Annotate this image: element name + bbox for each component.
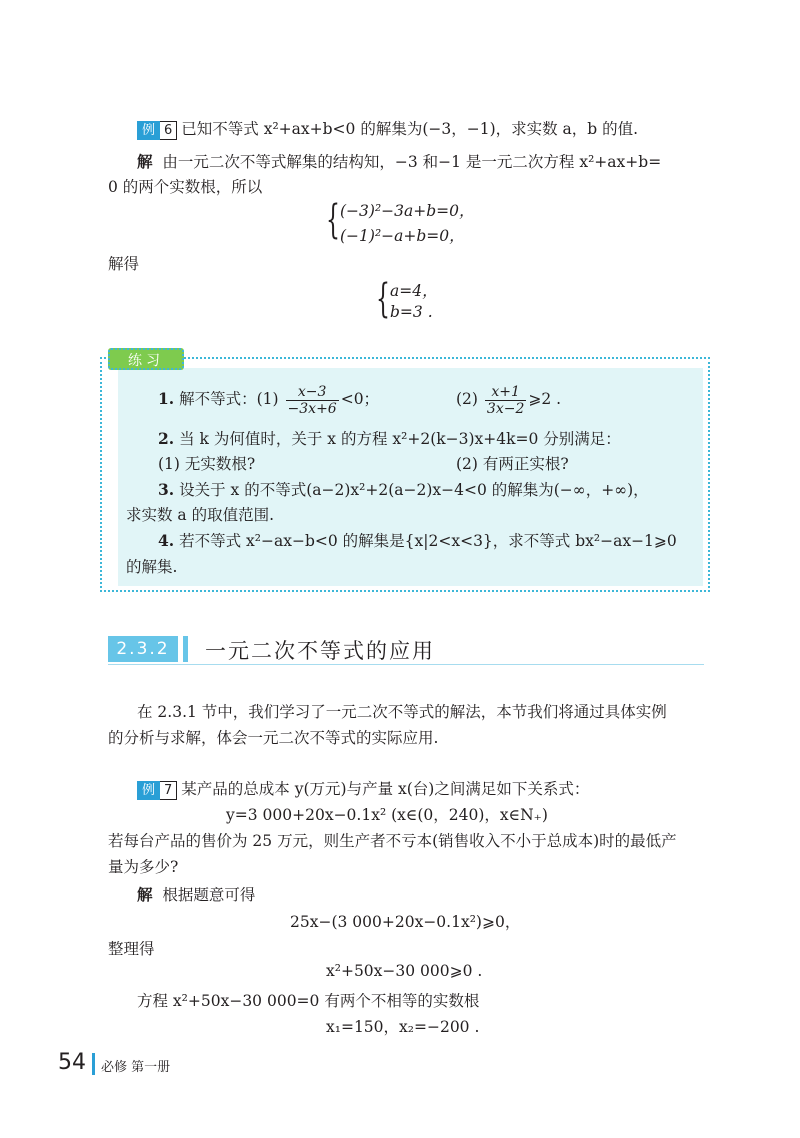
q1-fraction1-numerator: x−3	[286, 384, 339, 401]
page-number: 54	[58, 1050, 86, 1075]
system1-brace: {	[326, 197, 340, 243]
inequality2: x²+50x−30 000⩾0 .	[326, 962, 483, 980]
system2-eq1: a=4，	[390, 282, 438, 300]
q1-label: 1.	[158, 389, 175, 408]
example-number: 7	[160, 781, 177, 800]
q4-label: 4.	[158, 531, 175, 550]
q2-text: 当 k 为何值时，关于 x 的方程 x²+2(k−3)x+4k=0 分别满足：	[179, 430, 621, 448]
q1-fraction2-numerator: x+1	[485, 384, 526, 401]
example7-line4: 量为多少?	[108, 858, 179, 876]
roots: x₁=150，x₂=−200 .	[326, 1018, 480, 1036]
practice-q1	[158, 382, 379, 417]
practice-q3	[158, 478, 649, 500]
q2-option2: (2) 有两正实根?	[456, 455, 569, 473]
q2-option1: (1) 无实数根?	[158, 455, 256, 473]
example7-line3: 若每台产品的售价为 25 万元，则生产者不亏本(销售收入不小于总成本)时的最低产	[108, 832, 677, 850]
section-underline	[108, 664, 704, 665]
q1-part1-tail: <0；	[340, 390, 380, 408]
example6-solution-line2: 0 的两个实数根，所以	[108, 178, 263, 196]
practice-q4	[158, 529, 677, 551]
solution-label: 解	[137, 152, 153, 171]
solution-label: 解	[137, 885, 153, 904]
example7-solution	[137, 883, 255, 905]
example7-formula: y=3 000+20x−0.1x² (x∈(0，240)，x∈N₊)	[226, 806, 548, 824]
example6-solution-line1	[137, 150, 661, 172]
q2-label: 2.	[158, 429, 175, 448]
example7-question: 某产品的总成本 y(万元)与产量 x(台)之间满足如下关系式：	[181, 780, 590, 798]
system2-eq2: b=3 .	[390, 303, 433, 321]
equation-text: 方程 x²+50x−30 000=0 有两个不相等的实数根	[137, 992, 480, 1010]
example-tag: 例	[137, 121, 160, 140]
example6-question: 已知不等式 x²+ax+b<0 的解集为(−3，−1)，求实数 a，b 的值.	[181, 120, 639, 138]
practice-q2	[158, 427, 621, 449]
section-number: 2.3.2	[108, 636, 178, 662]
q1-part2-tail: ⩾2 .	[528, 390, 562, 408]
simplify-text: 整理得	[108, 940, 155, 958]
practice-title: 练习	[108, 348, 184, 370]
q3-text-cont: 求实数 a 的取值范围.	[126, 506, 275, 524]
system2-brace: {	[376, 276, 390, 322]
q4-text-cont: 的解集.	[126, 558, 178, 576]
example-tag: 例	[137, 781, 160, 800]
example7-question-line	[137, 777, 589, 800]
q1-fraction2	[485, 384, 526, 417]
q1-fraction1-denominator: −3x+6	[287, 400, 337, 417]
book-label: 必修 第一册	[101, 1060, 171, 1075]
page-bar	[92, 1053, 95, 1075]
q4-text: 若不等式 x²−ax−b<0 的解集是{x|2<x<3}，求不等式 bx²−ax−1⩾0	[179, 532, 677, 550]
system1-eq1: (−3)²−3a+b=0，	[340, 202, 475, 220]
intro-line1: 在 2.3.1 节中，我们学习了一元二次不等式的解法，本节我们将通过具体实例	[137, 703, 667, 721]
solve-text: 解得	[108, 255, 140, 273]
intro-line2: 的分析与求解，体会一元二次不等式的实际应用.	[108, 729, 439, 747]
q1-fraction1	[286, 384, 339, 417]
solution-text: 由一元二次不等式解集的结构知，−3 和−1 是一元二次方程 x²+ax+b=	[162, 153, 662, 171]
solution-text: 根据题意可得	[162, 886, 256, 904]
system1-eq2: (−1)²−a+b=0，	[340, 227, 465, 245]
q1-part2-label: (2)	[456, 390, 478, 408]
q1-text: 解不等式：(1)	[179, 390, 279, 408]
example6-question-line	[137, 117, 638, 140]
section-title: 一元二次不等式的应用	[205, 639, 435, 663]
example-number: 6	[160, 121, 177, 140]
q3-label: 3.	[158, 480, 175, 499]
inequality1: 25x−(3 000+20x−0.1x²)⩾0，	[290, 913, 521, 931]
q3-text: 设关于 x 的不等式(a−2)x²+2(a−2)x−4<0 的解集为(−∞，+∞)，	[179, 481, 649, 499]
practice-q1-part2	[456, 382, 561, 417]
section-bar	[183, 636, 188, 662]
q1-fraction2-denominator: 3x−2	[486, 400, 525, 417]
